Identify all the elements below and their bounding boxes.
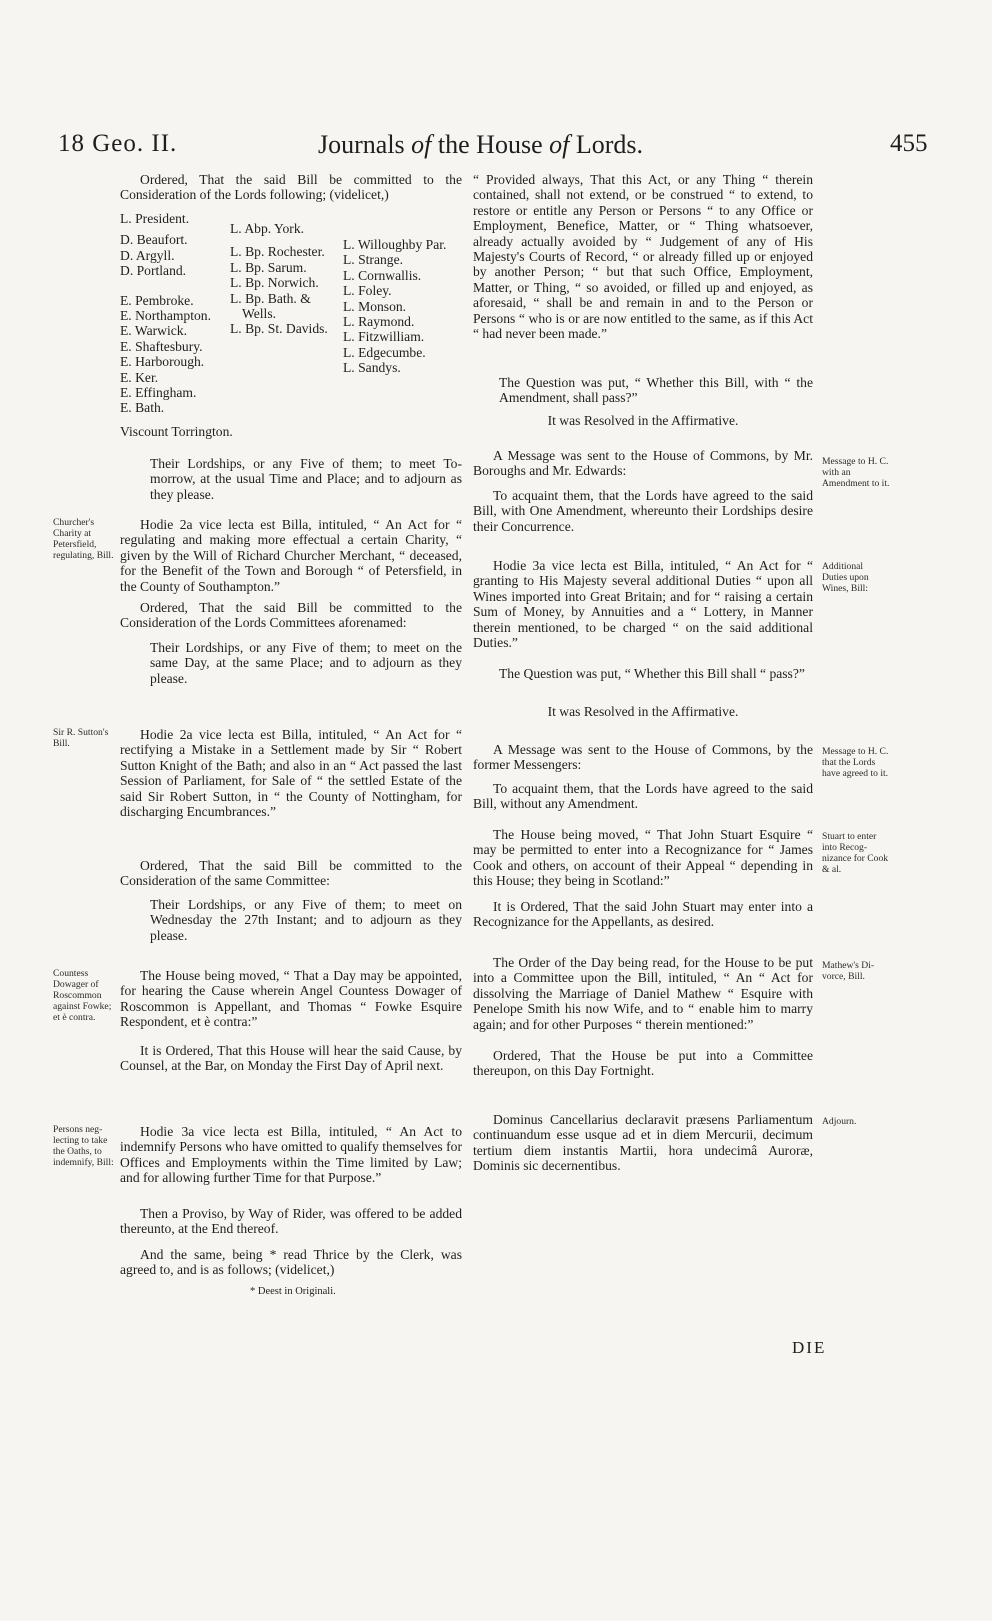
lord-entry: E. Bath. bbox=[120, 400, 165, 416]
title-part: of bbox=[542, 130, 576, 159]
order-committee: Ordered, That the said Bill be committed to the Consideration of the Lords following; (videlicet,) bbox=[120, 172, 462, 203]
margin-note: Churcher's Charity at Petersfield, regulating, Bill. bbox=[53, 517, 114, 561]
lord-entry: L. Cornwallis. bbox=[343, 267, 422, 283]
lord-entry: E. Northampton. bbox=[120, 308, 211, 324]
lord-entry: E. Harborough. bbox=[120, 354, 205, 370]
quorum-note: Their Lordships, or any Five of them; to meet To-morrow, at the usual Time and Place; and to adjourn as they please. bbox=[150, 456, 462, 502]
message-commons: A Message was sent to the House of Commons, by the former Messengers: bbox=[473, 742, 813, 773]
lord-entry: L. Bp. Bath. & bbox=[230, 290, 311, 306]
proviso-text: “ Provided always, That this Act, or any Thing “ therein contained, shall not extend, or be construed “ to extend, to restore or entitle any Person or Persons “ to any Office or Employment, Benefice, Matter, or “ Thing whatsoever, already actually avoided by “ Judgement of any of His Majesty's Courts of Record, “ or already filled up or enjoyed by another Person; “ but that such Office, Employment, Matter, or Thing, “ so avoided, or filled up and enjoyed, as aforesaid, “ shall be and remain in and to the Person or Persons “ who is or are now entitled to the same, as if this Act “ had never been made.” bbox=[473, 172, 813, 342]
title-part: House bbox=[476, 130, 543, 159]
lord-entry: L. Abp. York. bbox=[230, 221, 305, 236]
message-content: To acquaint them, that the Lords have agreed to the said Bill, with One Amendment, whereunto their Lordships desire their Concurrence. bbox=[473, 488, 813, 534]
margin-note: Additional Duties upon Wines, Bill: bbox=[822, 561, 869, 594]
lord-entry: L. Foley. bbox=[343, 283, 392, 299]
title-part: the bbox=[431, 130, 477, 159]
roscommon-motion: The House being moved, “ That a Day may be appointed, for hearing the Cause wherein Angel Countess Dowager of Roscommon is Appellant, and Thomas “ Fowke Esquire Respondent, et è contra:” bbox=[120, 968, 462, 1030]
margin-note: Countess Dowager of Roscommon against Fowke; et è contra. bbox=[53, 968, 112, 1023]
lord-entry: E. Shaftesbury. bbox=[120, 338, 203, 354]
viscount-entry: Viscount Torrington. bbox=[120, 424, 233, 439]
wines-bill-reading: Hodie 3a vice lecta est Billa, intituled, “ An Act for “ granting to His Majesty several additional Duties “ upon all Wines imported into Great Britain; and for “ raising a certain Sum of Money, by Annuities and a “ Lottery, in Manner therein mentioned, to be charged “ on the said additional Duties.” bbox=[473, 558, 813, 651]
lord-entry: L. Bp. Sarum. bbox=[230, 259, 307, 275]
stuart-motion: The House being moved, “ That John Stuart Esquire “ may be permitted to enter into a Recognizance for “ James Cook and others, on account of their Appeal “ depending in this House; they being in Scotland:” bbox=[473, 827, 813, 889]
committee-order: Ordered, That the House be put into a Committee thereupon, on this Day Fortnight. bbox=[473, 1048, 813, 1079]
lord-entry: L. Edgecumbe. bbox=[343, 344, 426, 360]
lord-entry: Wells. bbox=[242, 306, 277, 322]
lord-entry: E. Pembroke. bbox=[120, 292, 194, 308]
resolution: It was Resolved in the Affirmative. bbox=[547, 704, 739, 719]
lord-entry: E. Ker. bbox=[120, 369, 159, 385]
lord-entry: L. Strange. bbox=[343, 252, 404, 268]
message-commons: A Message was sent to the House of Commons, by Mr. Boroughs and Mr. Edwards: bbox=[473, 448, 813, 479]
churcher-bill-reading: Hodie 2a vice lecta est Billa, intituled, “ An Act for “ regulating and making more effectual a certain Charity, “ given by the Will of Richard Churcher Merchant, “ deceased, for the Benefit of the Town and Borough “ of Petersfield, in the County of Southampton.” bbox=[120, 517, 462, 594]
lords-list-column-1 bbox=[120, 211, 211, 416]
running-head-title bbox=[318, 130, 643, 160]
message-content: To acquaint them, that the Lords have agreed to the said Bill, without any Amendment. bbox=[473, 781, 813, 812]
margin-note: Message to H. C. that the Lords have agreed to it. bbox=[822, 746, 889, 779]
lord-entry: L. Bp. St. Davids. bbox=[230, 321, 328, 337]
resolution: It was Resolved in the Affirmative. bbox=[547, 413, 739, 428]
lord-entry: L. Monson. bbox=[343, 298, 407, 314]
title-part: Lords. bbox=[575, 130, 644, 159]
margin-note: Mathew's Divorce, Bill. bbox=[822, 960, 875, 982]
order-committee: Ordered, That the said Bill be committed to the Consideration of the Lords Committees aforenamed: bbox=[120, 600, 462, 631]
order-committee: Ordered, That the said Bill be committed to the Consideration of the same Committee: bbox=[120, 858, 462, 889]
footnote: * Deest in Originali. bbox=[250, 1286, 336, 1297]
margin-note: Stuart to enter into Recognizance for Cook & al. bbox=[822, 831, 889, 875]
lords-list-column-2 bbox=[230, 221, 328, 337]
lord-entry: E. Warwick. bbox=[120, 323, 187, 339]
lord-entry: L. Bp. Rochester. bbox=[230, 244, 325, 260]
quorum-note: Their Lordships, or any Five of them; to meet on Wednesday the 27th Instant; and to adjourn as they please. bbox=[150, 897, 462, 943]
lord-entry: L. Raymond. bbox=[343, 314, 415, 330]
quorum-note: Their Lordships, or any Five of them; to meet on the same Day, at the same Place; and to adjourn as they please. bbox=[150, 640, 462, 686]
lord-entry: D. Portland. bbox=[120, 263, 187, 279]
proviso-note: Then a Proviso, by Way of Rider, was offered to be added thereunto, at the End thereof. bbox=[120, 1206, 462, 1237]
running-head-regnal-year: 18 Geo. II. bbox=[58, 130, 178, 157]
question-put: The Question was put, “ Whether this Bill, with “ the Amendment, shall pass?” bbox=[499, 375, 813, 406]
indemnity-bill-reading: Hodie 3a vice lecta est Billa, intituled, “ An Act to indemnify Persons who have omitted to qualify themselves for Offices and Employments within the Time limited by Law; and for allowing further Time for that Purpose.” bbox=[120, 1124, 462, 1186]
adjournment: Dominus Cancellarius declaravit præsens Parliamentum continuandum esse usque ad et in diem Mercurii, decimum tertium diem instantis Martii, hora undecimâ Auroræ, Dominis sic decernentibus. bbox=[473, 1112, 813, 1174]
lord-entry: L. Willoughby Par. bbox=[343, 237, 447, 252]
page-number: 455 bbox=[890, 130, 928, 157]
lord-entry: D. Beaufort. bbox=[120, 232, 188, 248]
lord-entry: D. Argyll. bbox=[120, 247, 175, 263]
sutton-bill-reading: Hodie 2a vice lecta est Billa, intituled, “ An Act for “ rectifying a Mistake in a Settlement made by Sir “ Robert Sutton Knight of the Bath; and also in an “ Act passed the last Session of Parliament, for Sale of “ the settled Estate of the said Sir Robert Sutton, in “ the County of Nottingham, for discharging Encumbrances.” bbox=[120, 727, 462, 820]
margin-note: Persons neglecting to take the Oaths, to indemnify, Bill: bbox=[53, 1124, 114, 1168]
lord-entry: L. Fitzwilliam. bbox=[343, 329, 425, 345]
question-put: The Question was put, “ Whether this Bill shall “ pass?” bbox=[499, 666, 805, 681]
catchword: DIE bbox=[792, 1338, 827, 1357]
margin-note: Message to H. C. with an Amendment to it. bbox=[822, 456, 890, 489]
lord-entry: L. President. bbox=[120, 211, 190, 226]
margin-note: Sir R. Sutton's Bill. bbox=[53, 727, 109, 749]
title-part: of bbox=[411, 130, 432, 159]
title-part: Journals bbox=[318, 130, 412, 159]
stuart-order: It is Ordered, That the said John Stuart may enter into a Recognizance for the Appellants, as desired. bbox=[473, 899, 813, 930]
mathew-order-of-day: The Order of the Day being read, for the House to be put into a Committee upon the Bill, intituled, “ An “ Act for dissolving the Marriage of Daniel Mathew “ Esquire with Penelope Smith his now Wife, and to “ enable him to marry again; and for other Purposes “ therein mentioned:” bbox=[473, 955, 813, 1032]
lord-entry: E. Effingham. bbox=[120, 385, 197, 401]
lord-entry: L. Sandys. bbox=[343, 360, 401, 376]
lords-list-column-3 bbox=[343, 237, 446, 376]
margin-note: Adjourn. bbox=[822, 1116, 857, 1127]
proviso-agreed: And the same, being * read Thrice by the Clerk, was agreed to, and is as follows; (videlicet,) bbox=[120, 1247, 462, 1278]
hearing-order: It is Ordered, That this House will hear the said Cause, by Counsel, at the Bar, on Monday the First Day of April next. bbox=[120, 1043, 462, 1074]
lord-entry: L. Bp. Norwich. bbox=[230, 275, 319, 291]
